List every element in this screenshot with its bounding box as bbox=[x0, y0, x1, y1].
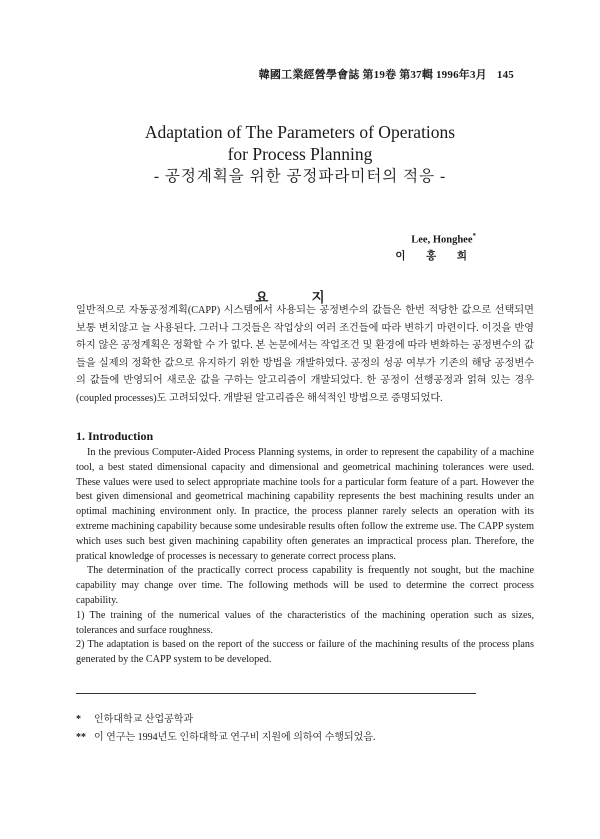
journal-citation: 韓國工業經營學會誌 第19卷 第37輯 1996年3月 bbox=[258, 69, 487, 81]
footnote-mark: ** bbox=[76, 732, 86, 743]
title-line-1: Adaptation of The Parameters of Operations bbox=[144, 122, 456, 142]
paragraph: In the previous Computer-Aided Process Planning systems, in order to represent the capability of a machine tool, a best stated dimensional capacity and dimensional and geometrical machining tolerances were used. These values were used to select appropriate machine tools for a particular form feature of a part. However the best given dimensional and geometrical machining capability represents the best machining results under an optimal machining environment only. In practice, the process planner rarely selects an operation with its extreme machining capability because some undesirable results often follow the extreme use. The CAPP system which uses such best given machining capability often generates an impractical process plan. Therefore, the pratical knowledge of processes is necessary to generate correct process plans. bbox=[76, 447, 534, 562]
title-line-2: for Process Planning bbox=[227, 144, 373, 164]
author-name-ko: 이 홍 희 bbox=[395, 250, 476, 262]
footnote-mark: * bbox=[76, 714, 81, 725]
section-heading: 1. Introduction bbox=[76, 429, 154, 443]
running-header bbox=[259, 66, 514, 82]
author-block bbox=[395, 228, 476, 265]
list-item: 2) The adaptation is based on the report of the success or failure of the machining results of the process plans generated by the CAPP system to be developed. bbox=[76, 639, 534, 666]
page-number: 145 bbox=[496, 69, 514, 81]
abstract-heading: 요 지 bbox=[255, 290, 345, 305]
paragraph: The determination of the practically correct process capability is frequently not sought, but the machine capability may change over time. The following methods will be used to determine the correct process capability. bbox=[76, 565, 534, 606]
footnote-text: 인하대학교 산업공학과 bbox=[94, 714, 194, 725]
korean-title: - 공정계획을 위한 공정파라미터의 적응 - bbox=[153, 168, 447, 185]
author-footnote-mark: * bbox=[472, 232, 476, 240]
abstract-text: 일반적으로 자동공정계획(CAPP) 시스템에서 사용되는 공정변수의 값들은 한번 적당한 값으로 선택되면 보통 변치않고 늘 사용된다. 그러나 그것들은 작업상의 여러 조건들에 따라 변하기 마련이다. 이것을 반영하지 않은 공정계획은 정확할 수 가 없다. 본 논문에서는 작업조건 및 환경에 따라 변화하는 공정변수의 값들을 실제의 정확한 값으로 유지하기 위한 방법을 개발하였다. 공정의 성공 여부가 기존의 해당 공정변수의 값들에 반영되어 새로운 값을 구하는 알고리즘이 개발되었다. 한 공정이 선행공정과 얽혀 있는 경우(coupled processes)도 고려되었다. 개발된 알고리즘은 해석적인 방법으로 증명되었다. bbox=[76, 305, 534, 404]
footnote-text: 이 연구는 1994년도 인하대학교 연구비 지원에 의하여 수행되었음. bbox=[94, 732, 376, 743]
footnote bbox=[76, 729, 376, 747]
author-name-en: Lee, Honghee bbox=[411, 234, 473, 246]
list-item: 1) The training of the numerical values of the characteristics of the machining operation such as sizes, tolerances and surface roughness. bbox=[76, 609, 534, 636]
footnote bbox=[76, 711, 376, 729]
title-block bbox=[0, 121, 600, 189]
section-body bbox=[76, 446, 534, 668]
footnote-divider bbox=[76, 693, 476, 694]
footnotes bbox=[76, 711, 376, 747]
